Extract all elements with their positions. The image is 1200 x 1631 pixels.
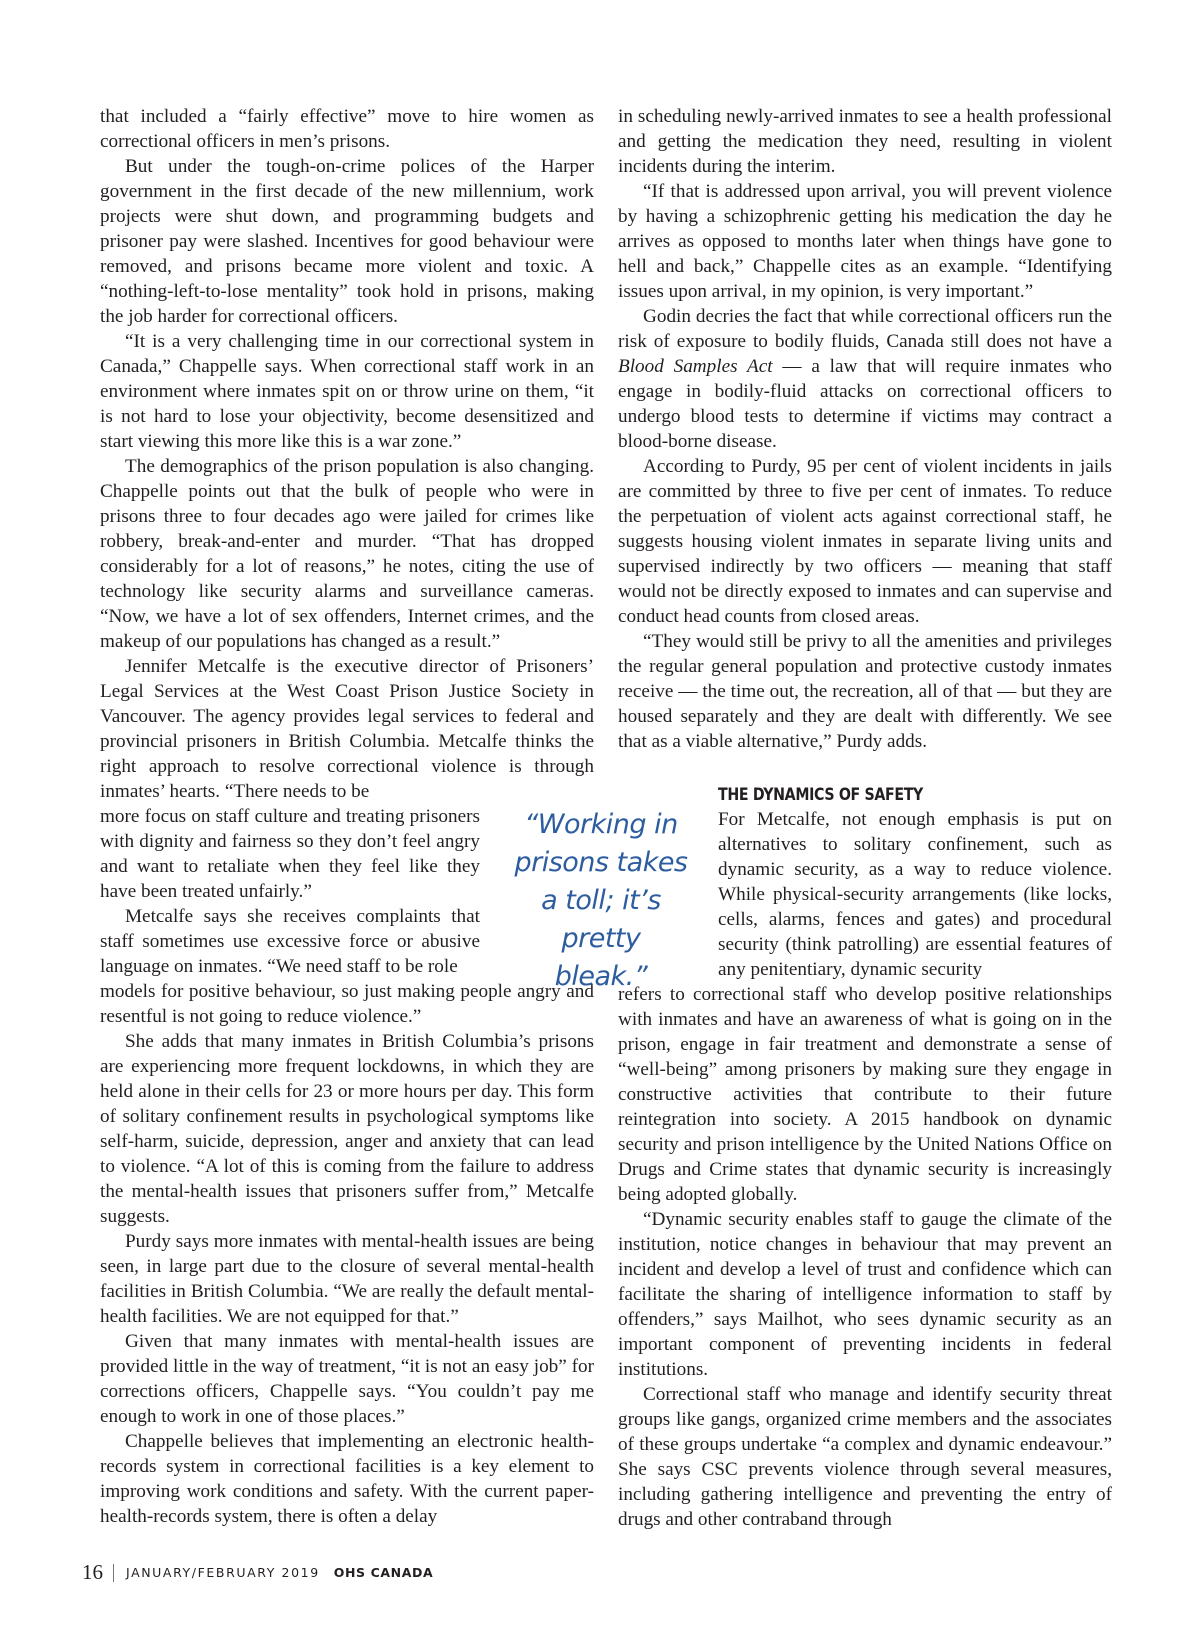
paragraph: “They would still be privy to all the amenities and privileges the regular general population and protective custody inmates receive — the time out, the recreation, all of that — but they are housed separately and they are dealt with differently. We see that as a viable alternative,” Purdy adds.	[618, 631, 1112, 752]
footer-divider	[113, 1564, 114, 1582]
paragraph: refers to correctional staff who develop positive relationships with inmates and have an awareness of what is going on in the prison, engage in fair treatment and demonstrate a sense of “well-being” among prisoners by making sure they engage in constructive activities that contribute to their future reintegration into society. A 2015 handbook on dynamic security and prison intelligence by the United Nations Office on Drugs and Crime states that dynamic security is increasingly being adopted globally.	[618, 984, 1112, 1205]
paragraph	[618, 304, 1112, 454]
paragraph: that included a “fairly effective” move to hire women as correctional officers in men’s prisons.	[100, 106, 594, 152]
magazine-name: OHS CANADA	[333, 1565, 434, 1580]
paragraph: models for positive behaviour, so just making people angry and resentful is not going to reduce violence.”	[100, 981, 594, 1027]
paragraph: But under the tough-on-crime polices of the Harper government in the first decade of the new millennium, work projects were shut down, and programming budgets and prisoner pay were slashed. Incentives for good behaviour were removed, and prisons became more violent and toxic. A “nothing-left-to-lose mentality” took hold in prisons, making the job harder for correctional officers.	[100, 156, 594, 327]
paragraph: “Dynamic security enables staff to gauge the climate of the institution, notice changes in behaviour that may prevent an incident and develop a level of trust and confidence which can facilitate the sharing of intelligence information to staff by offenders,” says Mailhot, who sees dynamic security as an important component of preventing incidents in federal institutions.	[618, 1209, 1112, 1380]
section-heading: THE DYNAMICS OF SAFETY	[718, 785, 923, 804]
page-footer	[82, 1560, 433, 1585]
pull-quote: “Working in prisons takes a toll; it’s pretty bleak.”	[514, 809, 688, 992]
paragraph: Correctional staff who manage and identify security threat groups like gangs, organized crime members and the associates of these groups undertake “a complex and dynamic endeavour.” She says CSC prevents violence through several measures, including gathering intelligence and preventing the entry of drugs and other contraband through	[618, 1384, 1112, 1530]
page-number: 16	[82, 1560, 103, 1584]
paragraph: more focus on staff culture and treating prisoners with dignity and fairness so they don’t feel angry and want to retaliate when they feel like they have been treated unfairly.”	[100, 806, 480, 902]
paragraph: Metcalfe says she receives complaints that staff sometimes use excessive force or abusive language on inmates. “We need staff to be role	[100, 906, 480, 977]
text-run: Godin decries the fact that while correctional officers run the risk of exposure to bodily fluids, Canada still does not have a	[618, 306, 1112, 352]
dynamics-section	[618, 782, 1112, 1532]
paragraph: “If that is addressed upon arrival, you will prevent violence by having a schizophrenic getting his medication the day he arrives as opposed to months later when things have gone to hell and back,” Chappelle cites as an example. “Identifying issues upon arrival, in my opinion, is very important.”	[618, 181, 1112, 302]
section-body	[618, 807, 1112, 1532]
paragraph: For Metcalfe, not enough emphasis is put on alternatives to solitary confinement, such as dynamic security, as a way to reduce violence. While physical-security arrangements (like locks, cells, alarms, fences and gates) and procedural security (think patrolling) are essential features of any penitentiary, dynamic security	[718, 809, 1112, 980]
text-run: — a law that will require inmates who engage in bodily-fluid attacks on correctional officers to undergo blood tests to determine if victims may contract a blood-borne disease.	[618, 356, 1112, 452]
right-column	[618, 104, 1112, 754]
paragraph: Jennifer Metcalfe is the executive director of Prisoners’ Legal Services at the West Coast Prison Justice Society in Vancouver. The agency provides legal services to federal and provincial prisoners in British Columbia. Metcalfe thinks the right approach to resolve correctional violence is through inmates’ hearts. “There needs to be	[100, 656, 594, 802]
act-title: Blood Samples Act	[618, 356, 773, 377]
paragraph: She adds that many inmates in British Columbia’s prisons are experiencing more frequent lockdowns, in which they are held alone in their cells for 23 or more hours per day. This form of solitary confinement results in psychological symptoms like self-harm, suicide, depression, anger and anxiety that can lead to violence. “A lot of this is coming from the failure to address the mental-health issues that prisoners suffer from,” Metcalfe suggests.	[100, 1031, 594, 1227]
paragraph: Chappelle believes that implementing an electronic health-records system in correctional facilities is a key element to improving work conditions and safety. With the current paper-health-records system, there is often a delay	[100, 1431, 594, 1527]
issue-date: JANUARY/FEBRUARY 2019	[126, 1565, 320, 1580]
paragraph: The demographics of the prison population is also changing. Chappelle points out that the bulk of people who were in prisons three to four decades ago were jailed for crimes like robbery, break-and-enter and murder. “That has dropped considerably for a lot of reasons,” he notes, citing the use of technology like security alarms and surveillance cameras. “Now, we have a lot of sex offenders, Internet crimes, and the makeup of our populations has changed as a result.”	[100, 456, 594, 652]
paragraph: “It is a very challenging time in our correctional system in Canada,” Chappelle says. When correctional staff work in an environment where inmates spit on or throw urine on them, “it is not hard to lose your objectivity, become desensitized and start viewing this more like this is a war zone.”	[100, 331, 594, 452]
paragraph: Given that many inmates with mental-health issues are provided little in the way of treatment, “it is not an easy job” for corrections officers, Chappelle says. “You couldn’t pay me enough to work in one of those places.”	[100, 1331, 594, 1427]
paragraph: Purdy says more inmates with mental-health issues are being seen, in large part due to the closure of several mental-health facilities in British Columbia. “We are really the default mental-health facilities. We are not equipped for that.”	[100, 1231, 594, 1327]
paragraph: in scheduling newly-arrived inmates to see a health professional and getting the medication they need, resulting in violent incidents during the interim.	[618, 106, 1112, 177]
paragraph: According to Purdy, 95 per cent of violent incidents in jails are committed by three to five per cent of inmates. To reduce the perpetuation of violent acts against correctional staff, he suggests housing violent inmates in separate living units and supervised indirectly by two officers — meaning that staff would not be directly exposed to inmates and can supervise and conduct head counts from closed areas.	[618, 456, 1112, 627]
